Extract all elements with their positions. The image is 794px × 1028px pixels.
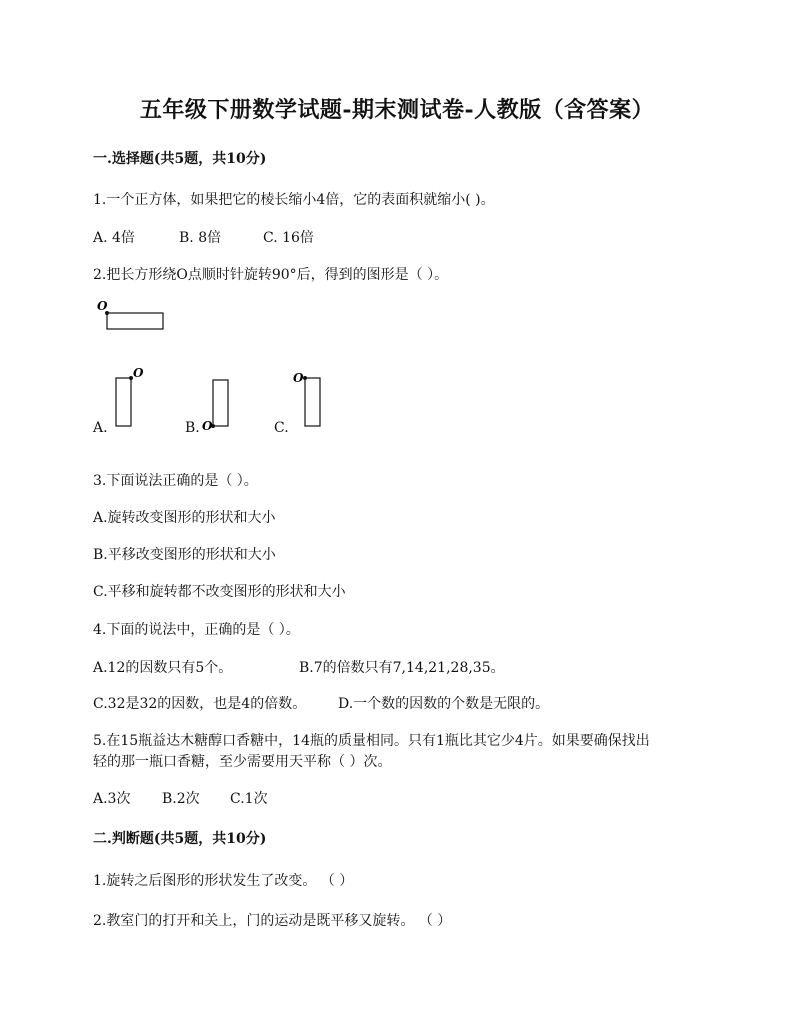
question-4-option-b: B.7的倍数只有7,14,21,28,35。 (299, 660, 505, 676)
question-5-text-line-2: 轻的那一瓶口香糖，至少需要用天平称（ ）次。 (93, 754, 392, 770)
question-4-text: 4.下面的说法中，正确的是（ ）。 (93, 622, 300, 638)
question-5-text-line-1: 5.在15瓶益达木糖醇口香糖中，14瓶的质量相同。只有1瓶比其它少4片。如果要确保找出 (93, 733, 650, 749)
question-2-option-b-label: B. (185, 420, 200, 436)
question-2-option-c-label: C. (274, 420, 289, 436)
question-5-option-c: C.1次 (230, 791, 268, 807)
question-4-option-c: C.32是32的因数，也是4的倍数。 (93, 696, 307, 712)
pivot-label-b: O (202, 419, 213, 433)
question-3-option-a: A.旋转改变图形的形状和大小 (93, 510, 276, 526)
judgment-question-1: 1.旋转之后图形的形状发生了改变。 （ ） (93, 873, 354, 889)
judgment-question-2: 2.教室门的打开和关上，门的运动是既平移又旋转。 （ ） (93, 913, 452, 929)
option-a-rectangle (116, 378, 131, 426)
question-3-option-c: C.平移和旋转都不改变图形的形状和大小 (93, 584, 346, 600)
section-heading-choice: 一.选择题(共5题，共10分) (93, 151, 267, 167)
question-5-option-a: A.3次 (93, 791, 131, 807)
question-4-option-a: A.12的因数只有5个。 (93, 660, 233, 676)
question-4-options-row-2 (93, 694, 549, 714)
question-3-option-b: B.平移改变图形的形状和大小 (93, 547, 276, 563)
question-1-option-b: B. 8倍 (179, 230, 222, 246)
question-1-option-c: C. 16倍 (263, 230, 314, 246)
question-5-option-b: B.2次 (162, 791, 200, 807)
pivot-label-c: O (293, 371, 304, 385)
original-rectangle (107, 313, 163, 329)
pivot-point-c (303, 376, 307, 380)
page-title: 五年级下册数学试题-期末测试卷-人教版（含答案） (139, 97, 655, 123)
question-2-text: 2.把长方形绕O点顺时针旋转90°后，得到的图形是（ ）。 (93, 267, 449, 283)
pivot-label-original: O (97, 299, 108, 313)
question-5-options (93, 789, 268, 809)
pivot-label-a: O (133, 366, 144, 380)
section-heading-judgment: 二.判断题(共5题，共10分) (93, 831, 267, 847)
option-c-rectangle (305, 378, 320, 426)
question-4-option-d: D.一个数的因数的个数是无限的。 (338, 696, 550, 712)
question-4-options-row-1 (93, 658, 505, 678)
question-1-text: 1.一个正方体，如果把它的棱长缩小4倍，它的表面积就缩小( )。 (93, 192, 495, 208)
question-2-option-a-label: A. (93, 420, 108, 436)
question-1-option-a: A. 4倍 (93, 230, 135, 246)
option-b-rectangle (213, 380, 228, 426)
question-3-text: 3.下面说法正确的是（ ）。 (93, 473, 258, 489)
